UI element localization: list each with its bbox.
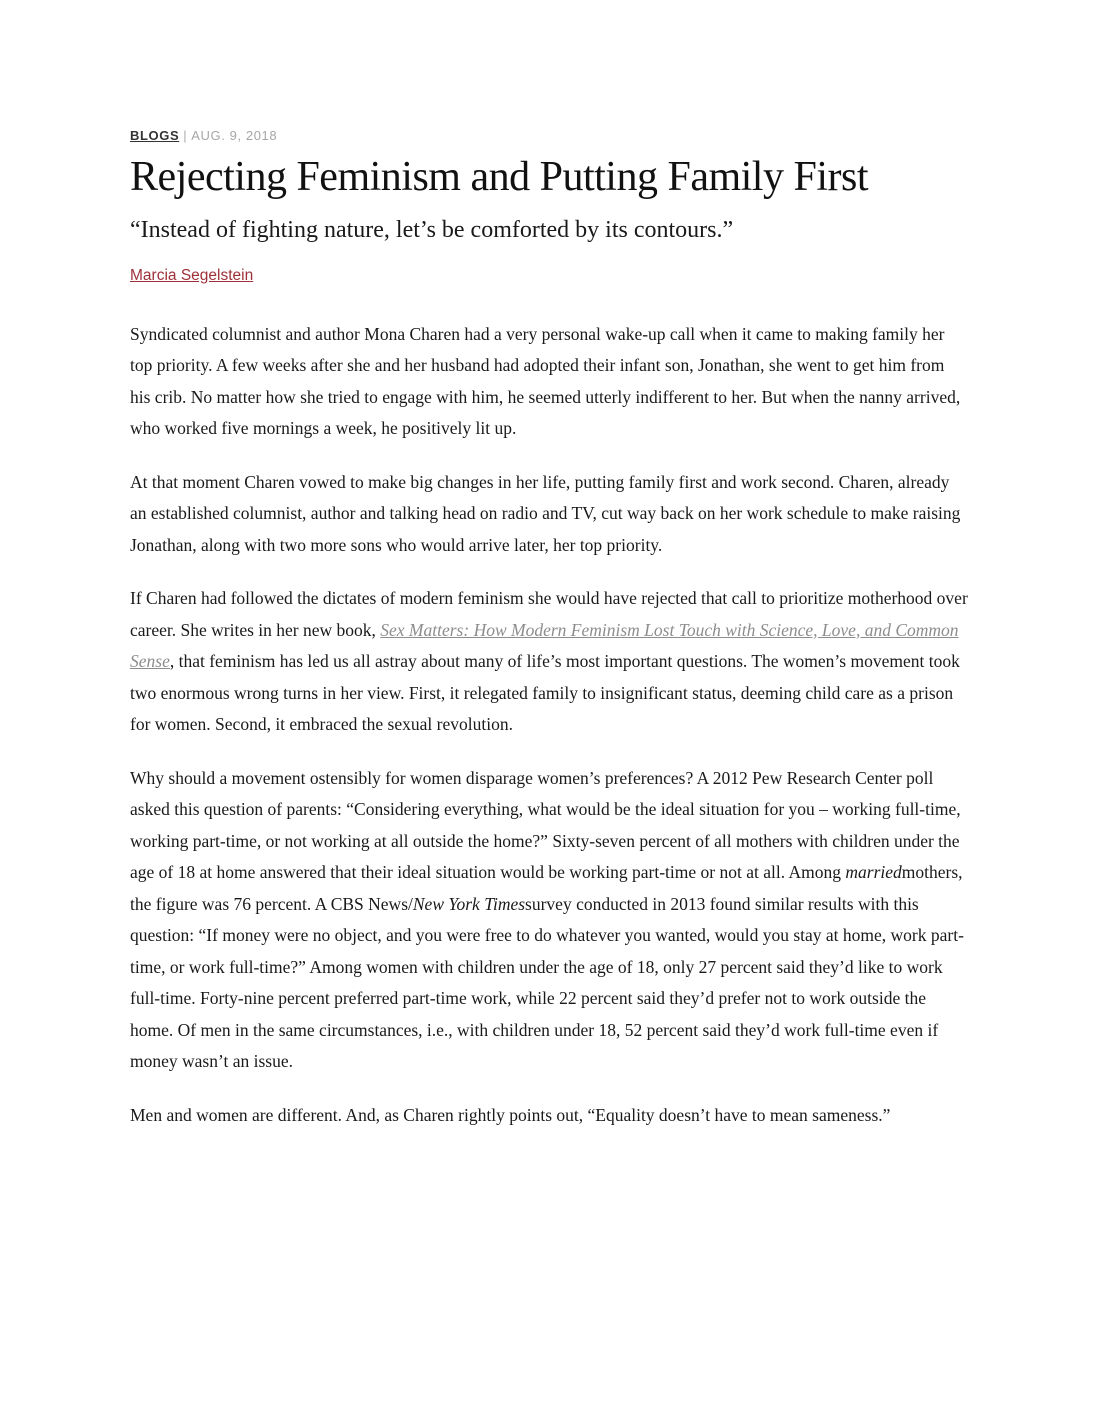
kicker [130, 128, 970, 143]
text-segment: Men and women are different. And, as Charen rightly points out, “Equality doesn’t have to mean sameness.” [130, 1104, 891, 1125]
author-link[interactable]: Marcia Segelstein [130, 266, 254, 284]
article-paragraph [130, 583, 968, 741]
article-date: AUG. 9, 2018 [191, 128, 278, 143]
page-title: Rejecting Feminism and Putting Family First [130, 154, 869, 200]
text-segment: Why should a movement ostensibly for women disparage women’s preferences? A 2012 Pew Research Center poll asked this question of parents: “Considering everything, what would be the ideal situation for you – working full-time, working part-time, or not working at all outside the home?” Sixty-seven percent of all mothers with children under the age of 18 at home answered that their ideal situation would be working part-time or not at all. Among [130, 767, 961, 883]
text-segment: , that feminism has led us all astray about many of life’s most important questions. The women’s movement took two enormous wrong turns in her view. First, it relegated family to insignificant status, deeming child care as a prison for women. Second, it embraced the sexual revolution. [130, 651, 960, 735]
article-paragraph [130, 763, 968, 1078]
article-body [130, 319, 968, 1132]
article-page [130, 128, 970, 1153]
text-segment: survey conducted in 2013 found similar results with this question: “If money were no object, and you were free to do whatever you wanted, would you stay at home, work part-time, or work full-time?” Among women with children under the age of 18, only 27 percent said they’d like to work full-time. Forty-nine percent preferred part-time work, while 22 percent said they’d prefer not to work outside the home. Of men in the same circumstances, i.e., with children under 18, 52 percent said they’d work full-time even if money wasn’t an issue. [130, 893, 964, 1072]
article-paragraph [130, 1100, 968, 1132]
article-paragraph [130, 467, 968, 562]
italic-text: New York Times [412, 893, 526, 914]
category-link[interactable]: BLOGS [130, 128, 180, 143]
page-subtitle: “Instead of fighting nature, let’s be comforted by its contours.” [130, 216, 734, 243]
text-segment: At that moment Charen vowed to make big changes in her life, putting family first and work second. Charen, already an established columnist, author and talking head on radio and TV, cut way back on her work schedule to make raising Jonathan, along with two more sons who would arrive later, her top priority. [130, 471, 961, 555]
byline [130, 267, 970, 285]
text-segment: Syndicated columnist and author Mona Charen had a very personal wake-up call when it came to making family her top priority. A few weeks after she and her husband had adopted their infant son, Jonathan, she went to get him from his crib. No matter how she tried to engage with him, he seemed utterly indifferent to her. But when the nanny arrived, who worked five mornings a week, he positively lit up. [130, 323, 961, 439]
book-title-link[interactable]: Sex Matters: How Modern Feminism Lost Touch with Science, Love, and Common Sense [130, 619, 959, 672]
text-segment: If Charen had followed the dictates of modern feminism she would have rejected that call to prioritize motherhood over career. She writes in her new book, [130, 588, 968, 640]
kicker-separator: | [183, 128, 188, 143]
text-segment: mothers, the figure was 76 percent. A CBS News/ [130, 862, 963, 914]
italic-text: married [845, 862, 902, 883]
article-paragraph [130, 319, 968, 445]
